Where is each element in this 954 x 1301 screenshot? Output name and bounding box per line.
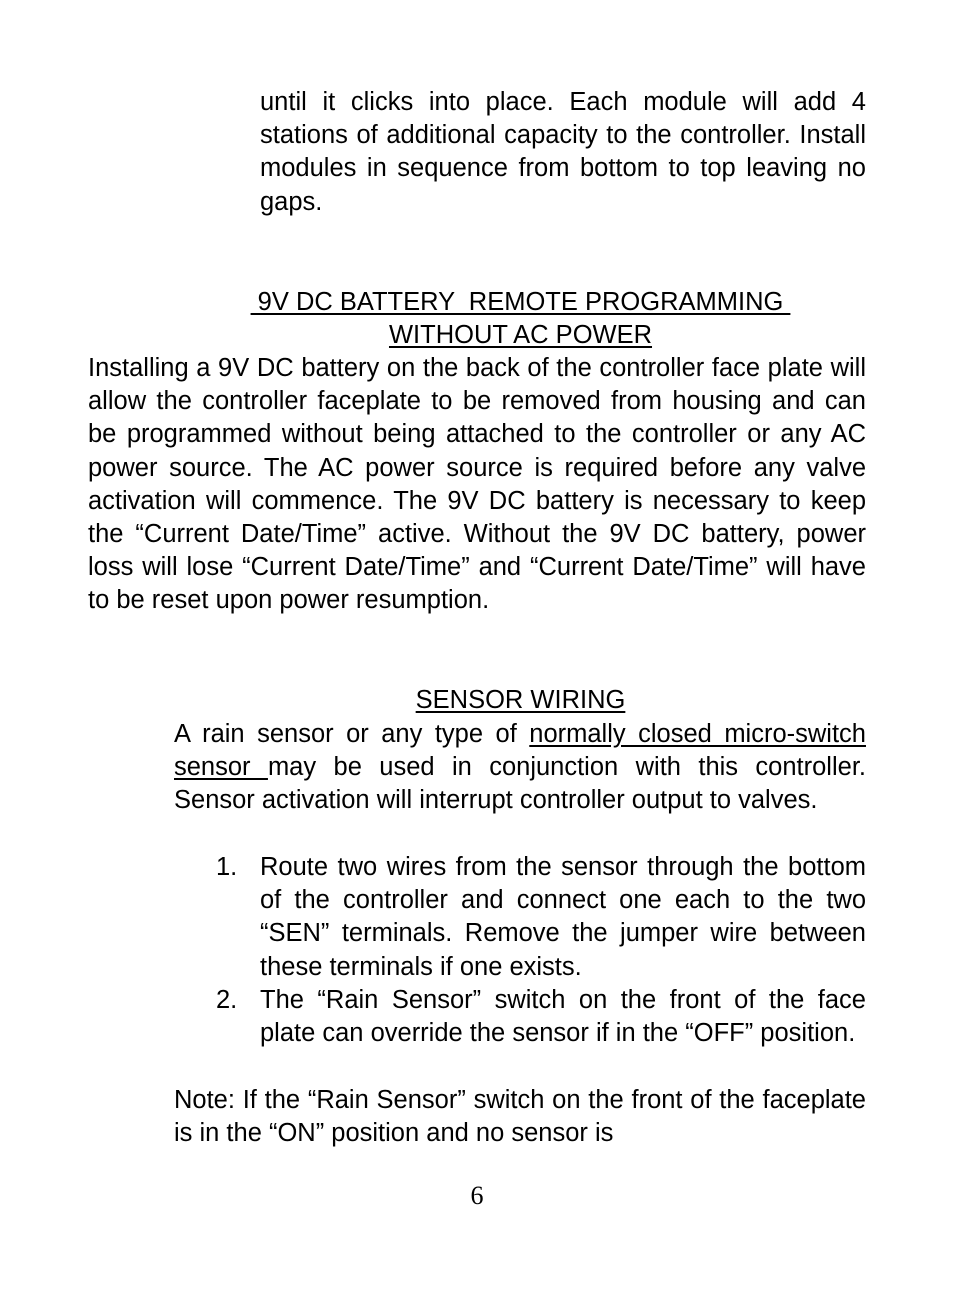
step-number: 2. bbox=[216, 985, 238, 1014]
battery-section-body: Installing a 9V DC battery on the back of the controller face plate will allow the controller faceplate to be removed from housing and can be programmed without being attached to the controller or any AC power source. The AC power source is required before any valve activation will commence. The 9V DC battery is necessary to keep the “Current Date/Time” active. Without the 9V DC battery, power loss will lose “Current Date/Time” and “Current Date/Time” will have to be reset upon power resumption. bbox=[88, 354, 866, 615]
sensor-intro-after: may be used in conjunction with this controller. Sensor activation will interrupt controller output to valves. bbox=[174, 753, 866, 815]
list-item bbox=[216, 984, 866, 1050]
sensor-intro-before: A rain sensor or any type of bbox=[174, 720, 530, 748]
sensor-heading-text: SENSOR WIRING bbox=[415, 686, 626, 714]
sensor-intro-underlined: normally closed micro-switch sensor bbox=[174, 720, 866, 782]
sensor-section-heading bbox=[175, 684, 866, 717]
continuation-paragraph: until it clicks into place. Each module will add 4 stations of additional capacity to the controller. Install modules in sequence from bottom to top leaving no gaps. bbox=[260, 88, 866, 216]
sensor-intro-paragraph bbox=[174, 718, 866, 818]
sensor-note: Note: If the “Rain Sensor” switch on the front of the faceplate is in the “ON” position and no sensor is bbox=[174, 1086, 866, 1148]
battery-heading-line2: WITHOUT AC POWER bbox=[388, 321, 653, 350]
step-number: 1. bbox=[216, 853, 238, 881]
battery-section-heading bbox=[88, 286, 953, 352]
sensor-steps-list bbox=[216, 851, 866, 1050]
battery-heading-line1: 9V DC BATTERY REMOTE PROGRAMMING bbox=[250, 288, 791, 316]
page-number: 6 bbox=[470, 1181, 484, 1210]
list-item bbox=[216, 851, 866, 984]
step-text: The “Rain Sensor” switch on the front of the face plate can override the sensor if in the “OFF” position. bbox=[260, 985, 866, 1048]
step-text: Route two wires from the sensor through the bottom of the controller and connect one each to the two “SEN” terminals. Remove the jumper wire between these terminals if one exists. bbox=[260, 853, 866, 981]
